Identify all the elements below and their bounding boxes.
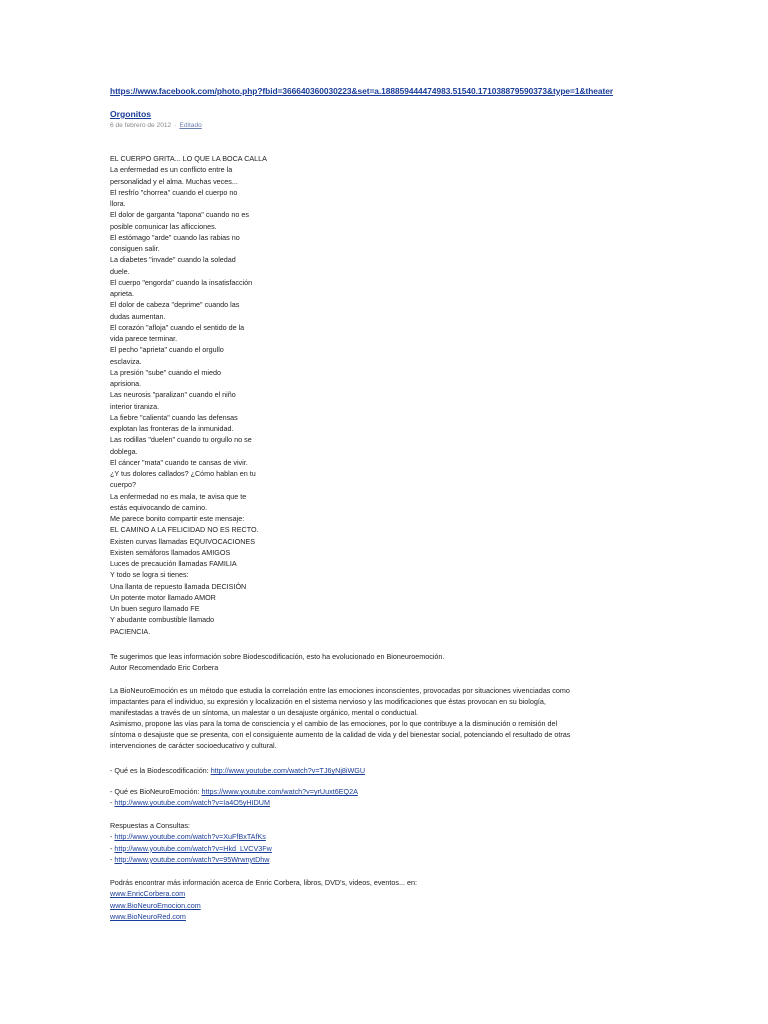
poem-line: Las rodillas "duelen" cuando tu orgullo no se [110, 435, 252, 445]
paragraph-line: manifestadas a través de un síntoma, un malestar o un desajuste orgánico, mental o conductual. [110, 708, 419, 718]
poem-line: El dolor de garganta "tapona" cuando no es [110, 210, 249, 220]
consulta-link[interactable]: http://www.youtube.com/watch?v=XuFfBxTAfKs [114, 832, 266, 842]
website-item [110, 900, 417, 911]
poem-line: explotan las fronteras de la inmunidad. [110, 424, 234, 433]
poem-line: EL CAMINO A LA FELICIDAD NO ES RECTO. [110, 525, 259, 535]
post-title-link[interactable]: Orgonitos [110, 109, 152, 119]
suggestion-text [110, 651, 444, 673]
paragraph-line: intervenciones de carácter socioeducativo y cultural. [110, 741, 277, 751]
poem-line: Luces de precaución llamadas FAMILIA [110, 559, 237, 568]
website-link[interactable]: www.EnricCorbera.com [110, 889, 186, 899]
paragraph-line: síntoma o desajuste que se presenta, con el consiguiente aumento de la calidad de vida y del bienestar social, potenciando el resultado de otras [110, 730, 571, 740]
poem-line: El estómago "arde" cuando las rabias no [110, 232, 240, 242]
bioneuroemocion-links [110, 786, 358, 809]
paragraph-line: La BioNeuroEmoción es un método que estudia la correlación entre las emociones inconscientes, provocadas por situaciones vivenciadas como [110, 686, 570, 695]
more-info-text: Podrás encontrar más información acerca de Enric Corbera, libros, DVD's, videos, eventos... en: [110, 878, 417, 887]
bioneuroemocion-link-1[interactable]: https://www.youtube.com/watch?v=yrUuxt6EQ2A [201, 787, 358, 796]
poem-line: El resfrío "chorrea" cuando el cuerpo no [110, 187, 238, 197]
post-meta [110, 122, 202, 129]
dash: - [110, 798, 115, 808]
poem-line: Existen semáforos llamados AMIGOS [110, 547, 231, 557]
poem-line: La diabetes "invade" cuando la soledad [110, 255, 236, 265]
poem-line: posible comunicar las aflicciones. [110, 221, 217, 231]
poem-line: Y abudante combustible llamado [110, 615, 215, 625]
paragraph-line: Asimismo, propone las vías para la toma de consciencia y el cambio de las emociones, por lo que contribuye a la disminución o remisión del [110, 719, 558, 729]
poem-line: El pecho "aprieta" cuando el orgullo [110, 345, 224, 355]
author-line: Autor Recomendado Eric Corbera [110, 663, 219, 673]
poem-line: Las neurosis "paralizan" cuando el niño [110, 390, 236, 400]
bioneuroemocion-paragraph [110, 685, 658, 752]
biodescodificacion-link[interactable]: http://www.youtube.com/watch?v=TJ6yNj8iWGU [210, 766, 366, 775]
poem-line: vida parece terminar. [110, 334, 178, 343]
poem-line: esclaviza. [110, 356, 142, 366]
poem-line: llora. [110, 199, 126, 208]
poem-line: interior tiraniza. [110, 401, 160, 411]
consultas-section [110, 820, 272, 865]
poem-line: ¿Y tus dolores callados? ¿Cómo hablan en tu [110, 469, 256, 478]
consulta-link[interactable]: http://www.youtube.com/watch?v=95WrwnytDhw [114, 854, 270, 864]
consulta-link[interactable]: http://www.youtube.com/watch?v=Hkd_LVCV3Fw [114, 843, 272, 853]
paragraph-line: impactantes para el individuo, su expresión y localización en el sistema nervioso y las modificaciones que éstas provocan en su biología, [110, 697, 546, 707]
poem-line: La enfermedad no es mala, te avisa que te [110, 491, 247, 501]
poem-line: consiguen salir. [110, 244, 160, 253]
facebook-photo-link[interactable]: https://www.facebook.com/photo.php?fbid=366640360030223&set=a.188859444474983.51540.171038879590373&type=1&theater [110, 86, 614, 96]
poem-line: Y todo se logra si tienes: [110, 570, 189, 580]
poem-line: duele. [110, 266, 130, 276]
bioneuroemocion-label: - Qué es BioNeuroEmoción: [110, 787, 202, 796]
poem-line: Me parece bonito compartir este mensaje: [110, 514, 245, 523]
website-item [110, 888, 417, 899]
post-date: 6 de febrero de 2012 [110, 122, 172, 129]
poem-line: La enfermedad es un conflicto entre la [110, 165, 233, 175]
poem-line: El dolor de cabeza "deprime" cuando las [110, 300, 240, 310]
suggestion-line: Te sugerimos que leas información sobre Biodescodificación, esto ha evolucionado en Bioneuroemoción. [110, 652, 445, 661]
dash: - [110, 832, 115, 842]
consulta-item [110, 843, 272, 854]
biodescodificacion-line [110, 765, 365, 776]
consulta-item [110, 831, 272, 842]
website-item [110, 911, 417, 922]
consulta-item [110, 854, 272, 865]
bioneuroemocion-link-2[interactable]: http://www.youtube.com/watch?v=Ia4O5yHIDUM [114, 798, 270, 808]
poem-line: El corazón "afloja" cuando el sentido de la [110, 322, 245, 332]
website-link[interactable]: www.BioNeuroRed.com [110, 911, 186, 921]
biodescodificacion-label: - Qué es la Biodescodificación: [110, 766, 211, 775]
poem-line: cuerpo? [110, 480, 136, 490]
poem-line: aprieta. [110, 289, 134, 298]
dash: - [110, 854, 115, 864]
poem-line: EL CUERPO GRITA... LO QUE LA BOCA CALLA [110, 154, 267, 163]
poem-line: estás equivocando de camino. [110, 502, 208, 512]
poem-line: El cáncer "mata" cuando te cansas de vivir. [110, 457, 248, 467]
poem-line: Existen curvas llamadas EQUIVOCACIONES [110, 536, 255, 546]
poem-line: Un potente motor llamado AMOR [110, 592, 216, 602]
poem-line: PACIENCIA. [110, 626, 151, 636]
poem-line: La presión "sube" cuando el miedo [110, 367, 221, 377]
poem-line: La fiebre "calienta" cuando las defensas [110, 412, 238, 422]
poem-line: Un buen seguro llamado FE [110, 604, 200, 613]
meta-separator: · [174, 122, 177, 129]
poem-line: El cuerpo "engorda" cuando la insatisfacción [110, 277, 253, 287]
website-link[interactable]: www.BioNeuroEmocion.com [110, 900, 201, 910]
poem-line: doblega. [110, 446, 138, 456]
more-info-section [110, 877, 417, 922]
consultas-heading: Respuestas a Consultas: [110, 821, 190, 830]
edited-link[interactable]: Editado [179, 122, 202, 129]
poem-line: aprisiona. [110, 379, 142, 388]
poem-line: personalidad y el alma. Muchas veces... [110, 176, 238, 186]
poem-line: Una llanta de repuesto llamada DECISIÓN [110, 581, 247, 591]
poem-text [110, 153, 300, 637]
poem-line: dudas aumentan. [110, 311, 166, 321]
dash: - [110, 843, 115, 853]
